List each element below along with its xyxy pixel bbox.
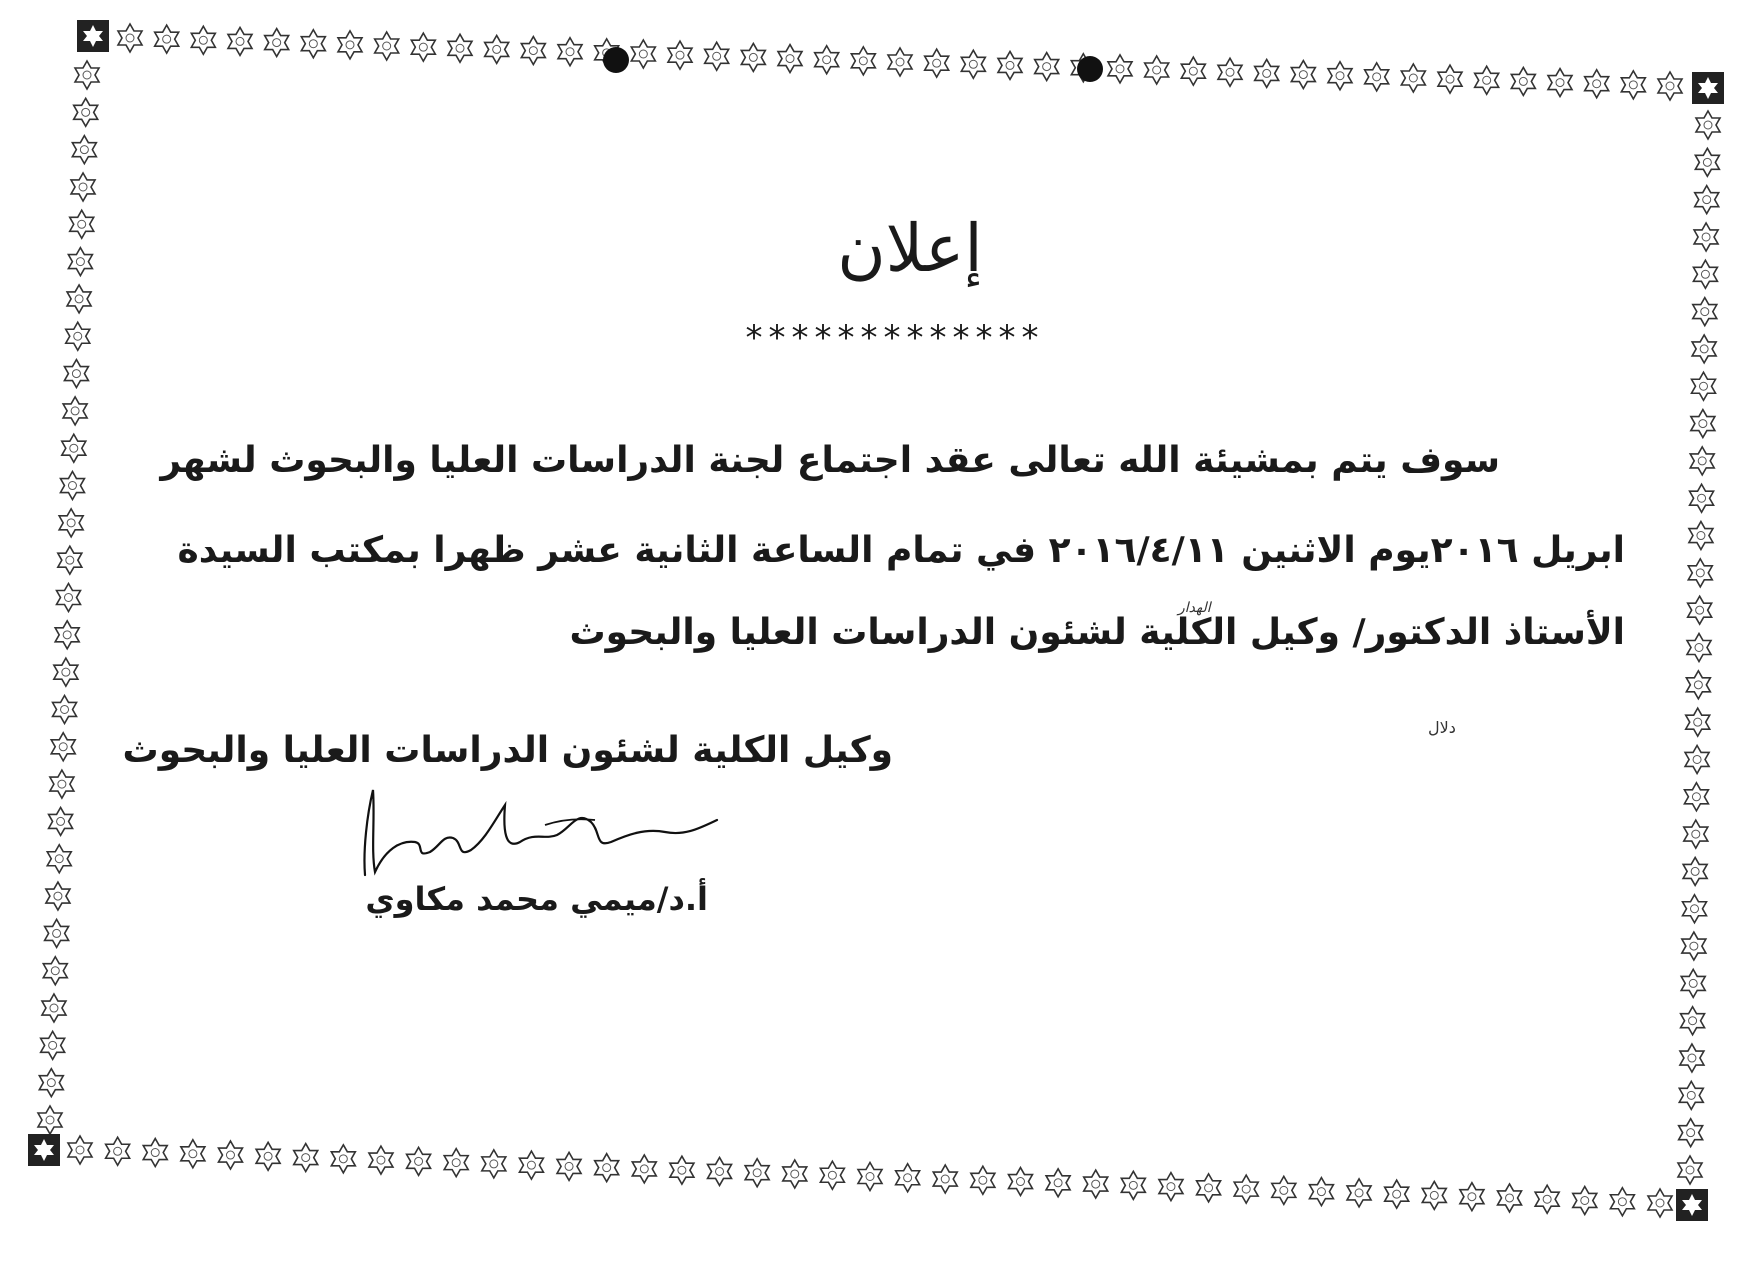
border-star-icon — [1684, 820, 1708, 848]
border-star-icon — [933, 1165, 957, 1193]
border-star-icon — [58, 546, 82, 574]
border-star-icon — [1511, 67, 1535, 95]
border-star-icon — [51, 733, 75, 761]
border-star-icon — [668, 41, 692, 69]
border-star-icon — [1197, 1174, 1221, 1202]
border-star-icon — [1498, 1184, 1522, 1212]
border-star-icon — [778, 45, 802, 73]
border-star-icon — [558, 38, 582, 66]
border-star-icon — [62, 434, 86, 462]
border-star-icon — [1234, 1175, 1258, 1203]
border-star-icon — [1685, 745, 1709, 773]
border-star-icon — [181, 1140, 205, 1168]
handwritten-insert: الهدار — [1178, 600, 1211, 616]
border-star-icon — [1683, 857, 1707, 885]
border-star-icon — [143, 1139, 167, 1167]
border-star-icon — [1692, 372, 1716, 400]
border-star-icon — [1682, 932, 1706, 960]
border-star-icon — [39, 1069, 63, 1097]
border-star-icon — [49, 807, 73, 835]
border-star-icon — [72, 136, 96, 164]
border-star-icon — [1309, 1178, 1333, 1206]
border-star-icon — [1693, 260, 1717, 288]
border-star-icon — [971, 1166, 995, 1194]
border-star-icon — [851, 47, 875, 75]
border-right-stars — [1678, 111, 1720, 1184]
border-star-icon — [191, 26, 215, 54]
border-star-icon — [70, 210, 94, 238]
border-star-icon — [106, 1137, 130, 1165]
border-star-icon — [331, 1145, 355, 1173]
border-star-icon — [1475, 66, 1499, 94]
border-bottom-stars — [68, 1136, 1672, 1217]
border-star-icon — [294, 1144, 318, 1172]
border-star-icon — [45, 919, 69, 947]
border-star-icon — [1688, 559, 1712, 587]
border-star-icon — [411, 33, 435, 61]
border-star-icon — [1686, 671, 1710, 699]
corner-ornament-top-left — [77, 20, 109, 52]
border-star-icon — [1438, 65, 1462, 93]
border-star-icon — [1328, 62, 1352, 90]
border-star-icon — [1255, 59, 1279, 87]
border-star-icon — [1648, 1189, 1672, 1217]
border-star-icon — [54, 658, 78, 686]
border-star-icon — [1695, 148, 1719, 176]
body-line-3: الأستاذ الدكتور/ وكيل الكلية لشئون الدراسات العليا والبحوث — [569, 612, 1625, 653]
border-star-icon — [1385, 1180, 1409, 1208]
border-top-stars — [118, 24, 1682, 100]
border-star-icon — [1401, 64, 1425, 92]
border-star-icon — [1460, 1183, 1484, 1211]
border-star-icon — [1272, 1176, 1296, 1204]
border-star-icon — [71, 173, 95, 201]
star-separator: ************* — [745, 318, 1045, 358]
border-star-icon — [1181, 57, 1205, 85]
border-star-icon — [631, 40, 655, 68]
border-star-icon — [705, 42, 729, 70]
border-star-icon — [38, 1106, 62, 1134]
border-star-icon — [1683, 895, 1707, 923]
border-star-icon — [1680, 1044, 1704, 1072]
border-star-icon — [1347, 1179, 1371, 1207]
border-star-icon — [1035, 53, 1059, 81]
border-star-icon — [74, 98, 98, 126]
border-star-icon — [155, 25, 179, 53]
border-star-icon — [1585, 70, 1609, 98]
border-dot-ornament — [603, 47, 629, 73]
border-star-icon — [783, 1160, 807, 1188]
border-star-icon — [1159, 1173, 1183, 1201]
border-star-icon — [1690, 484, 1714, 512]
border-star-icon — [519, 1151, 543, 1179]
border-star-icon — [1695, 186, 1719, 214]
border-star-icon — [301, 30, 325, 58]
border-star-icon — [1687, 634, 1711, 662]
border-star-icon — [1145, 56, 1169, 84]
border-star-icon — [1681, 1007, 1705, 1035]
border-star-icon — [1621, 71, 1645, 99]
border-star-icon — [1422, 1181, 1446, 1209]
border-star-icon — [1084, 1170, 1108, 1198]
border-star-icon — [482, 1150, 506, 1178]
border-star-icon — [1694, 223, 1718, 251]
border-star-icon — [858, 1163, 882, 1191]
border-star-icon — [448, 34, 472, 62]
border-dot-ornament — [1077, 56, 1103, 82]
border-star-icon — [228, 27, 252, 55]
border-star-icon — [888, 48, 912, 76]
border-star-icon — [1046, 1169, 1070, 1197]
border-star-icon — [68, 248, 92, 276]
border-star-icon — [961, 50, 985, 78]
border-star-icon — [1691, 410, 1715, 438]
border-star-icon — [1121, 1171, 1145, 1199]
border-star-icon — [1684, 783, 1708, 811]
border-star-icon — [118, 24, 142, 52]
border-star-icon — [1658, 72, 1682, 100]
border-star-icon — [1679, 1119, 1703, 1147]
border-star-icon — [1218, 58, 1242, 86]
body-line-2: ابريل ٢٠١٦يوم الاثنين ٢٠١٦/٤/١١ في تمام الساعة الثانية عشر ظهرا بمكتب السيدة — [177, 530, 1625, 571]
announcement-title: إعلان — [837, 210, 983, 287]
border-star-icon — [1688, 596, 1712, 624]
border-star-icon — [1548, 69, 1572, 97]
border-star-icon — [815, 46, 839, 74]
border-star-icon — [1686, 708, 1710, 736]
border-star-icon — [46, 882, 70, 910]
border-star-icon — [369, 1146, 393, 1174]
border-star-icon — [43, 957, 67, 985]
border-star-icon — [741, 43, 765, 71]
border-star-icon — [55, 621, 79, 649]
border-left-stars — [38, 61, 99, 1134]
border-star-icon — [1610, 1188, 1634, 1216]
border-star-icon — [896, 1164, 920, 1192]
signatory-title: وكيل الكلية لشئون الدراسات العليا والبحوث — [122, 730, 893, 771]
border-star-icon — [1365, 63, 1389, 91]
border-star-icon — [820, 1161, 844, 1189]
border-star-icon — [632, 1155, 656, 1183]
border-star-icon — [670, 1156, 694, 1184]
border-star-icon — [68, 1136, 92, 1164]
border-star-icon — [407, 1147, 431, 1175]
signatory-name: أ.د/ميمي محمد مكاوي — [365, 880, 708, 918]
border-star-icon — [595, 1154, 619, 1182]
border-star-icon — [42, 994, 66, 1022]
margin-note: دلال — [1428, 718, 1456, 737]
border-star-icon — [41, 1031, 65, 1059]
border-star-icon — [1573, 1186, 1597, 1214]
border-star-icon — [66, 322, 90, 350]
border-star-icon — [67, 285, 91, 313]
border-star-icon — [1535, 1185, 1559, 1213]
border-star-icon — [47, 845, 71, 873]
border-star-icon — [998, 51, 1022, 79]
border-star-icon — [925, 49, 949, 77]
border-star-icon — [1108, 55, 1132, 83]
border-star-icon — [63, 397, 87, 425]
border-star-icon — [265, 29, 289, 57]
border-star-icon — [218, 1141, 242, 1169]
border-star-icon — [1681, 969, 1705, 997]
border-star-icon — [1678, 1156, 1702, 1184]
border-star-icon — [1690, 447, 1714, 475]
border-star-icon — [1696, 111, 1720, 139]
border-star-icon — [1008, 1168, 1032, 1196]
border-star-icon — [60, 472, 84, 500]
border-star-icon — [53, 695, 77, 723]
corner-ornament-bottom-right — [1676, 1189, 1708, 1221]
handwritten-signature — [345, 780, 725, 890]
border-star-icon — [50, 770, 74, 798]
border-star-icon — [59, 509, 83, 537]
border-star-icon — [1291, 61, 1315, 89]
border-star-icon — [1689, 522, 1713, 550]
border-star-icon — [444, 1149, 468, 1177]
border-star-icon — [375, 32, 399, 60]
border-star-icon — [1692, 335, 1716, 363]
corner-ornament-top-right — [1692, 72, 1724, 104]
border-star-icon — [75, 61, 99, 89]
border-star-icon — [521, 37, 545, 65]
corner-ornament-bottom-left — [28, 1134, 60, 1166]
border-star-icon — [485, 35, 509, 63]
border-star-icon — [1679, 1081, 1703, 1109]
border-star-icon — [338, 31, 362, 59]
border-star-icon — [64, 360, 88, 388]
border-star-icon — [57, 584, 81, 612]
border-star-icon — [557, 1152, 581, 1180]
border-star-icon — [745, 1159, 769, 1187]
body-line-1: سوف يتم بمشيئة الله تعالى عقد اجتماع لجنة الدراسات العليا والبحوث لشهر — [160, 440, 1500, 481]
border-star-icon — [1693, 298, 1717, 326]
border-star-icon — [256, 1142, 280, 1170]
border-star-icon — [708, 1157, 732, 1185]
